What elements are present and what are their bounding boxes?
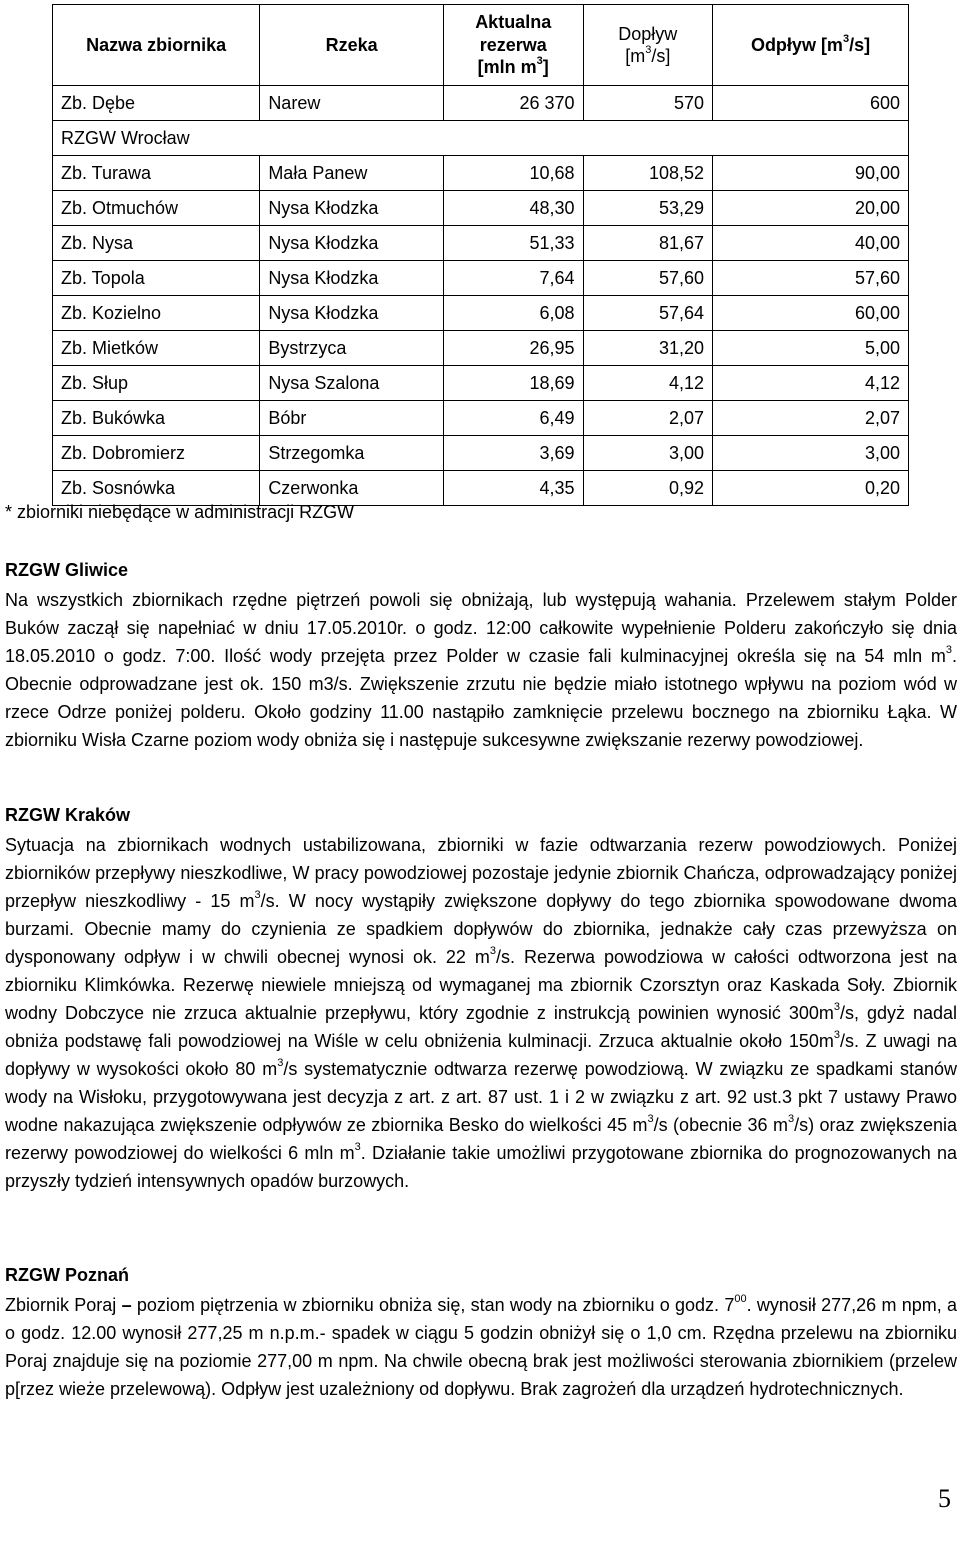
section-krakow — [5, 801, 957, 1195]
section-body: Sytuacja na zbiornikach wodnych ustabilizowana, zbiorniki w fazie odtwarzania rezerw powodziowych. Poniżej zbiorników przepływy nieszkodliwe, W pracy powodziowej pozostaje jedynie zbiornik Chańcza, odprowadzający poniżej przepływ nieszkodliwy - 15 $m^3/s$. W nocy wystąpiły zwiększone dopływy do tego zbiornika spowodowane dwoma burzami. Obecnie mamy do czynienia ze spadkiem dopływów do zbiornika, jednakże cały czas przewyższa on dysponowany odpływ i w chwili obecnej wynosi ok. 22 $m^3/s$. Rezerwa powodziowa w całości odtworzona jest na zbiorniku Klimkówka. Rezerwę niewiele mniejszą od wymaganej ma zbiornik Czorsztyn oraz Kaskada Soły. Zbiornik wodny Dobczyce nie zrzuca aktualnie przepływu, który zgodnie z instrukcją powinien wynosić $300m^3/s$, gdyż nadal obniża podstawę fali powodziowej na Wiśle w celu obniżenia kulminacji. Zrzuca aktualnie około $150m^3/s$. Z uwagi na dopływy w wysokości około 80 $m^3/s$ systematycznie odtwarza rezerwę powodziową. W związku ze spadkami stanów wody na Wisłoku, przygotowywana jest decyzja z art. z art. 87 ust. 1 i 2 w związku z art. 92 ust.3 pkt 7 ustawy Prawo wodne nakazująca zwiększenie odpływów ze zbiornika Besko do wielkości 45 $m^3/s$ (obecnie 36 $m^3/s$) oraz zwiększenia rezerwy powodziowej do wielkości 6 mln $m^3$. Działanie takie umożliwi przygotowane zbiornika do prognozowanych na przyszły tydzień intensywnych opadów burzowych. — [5, 835, 958, 1191]
table-footnote: * zbiorniki niebędące w administracji RZGW — [5, 502, 355, 522]
cell-name: Zb. Turawa — [53, 156, 260, 191]
cell-name: Zb. Nysa — [53, 226, 260, 261]
table-row — [53, 401, 909, 436]
cell-name: Zb. Bukówka — [53, 401, 260, 436]
cell-reserve: 18,69 — [443, 366, 583, 401]
cell-name: Zb. Słup — [53, 366, 260, 401]
cell-inflow: 81,67 — [583, 226, 713, 261]
header-river: Rzeka — [260, 5, 444, 86]
section-heading: RZGW Poznań — [5, 1265, 129, 1285]
table-row — [53, 261, 909, 296]
cell-inflow: 31,20 — [583, 331, 713, 366]
header-name: Nazwa zbiornika — [53, 5, 260, 86]
cell-outflow: 90,00 — [713, 156, 909, 191]
cell-outflow: 60,00 — [713, 296, 909, 331]
cell-inflow: 0,92 — [583, 471, 713, 506]
cell-name: Zb. Kozielno — [53, 296, 260, 331]
cell-river: Bystrzyca — [260, 331, 444, 366]
cell-reserve: 6,08 — [443, 296, 583, 331]
cell-outflow: 5,00 — [713, 331, 909, 366]
section-body: Zbiornik Poraj – poziom piętrzenia w zbiorniku obniża się, stan wody na zbiorniku o godz. $7^{00}$. wynosił 277,26 m npm, a o godz. 12.00 wynosił 277,25 m n.p.m.- spadek w ciągu 5 godzin obniżył się o 1,0 cm. Rzędna przelewu na zbiorniku Poraj znajduje się na poziomie 277,00 m npm. Na chwile obecną brak jest możliwości sterowania zbiornikiem (przelew p[rzez wieże przelewową). Odpływ jest uzależniony od dopływu. Brak zagrożeń dla urządzeń hydrotechnicznych. — [5, 1293, 958, 1399]
cell-reserve: 26 370 — [443, 86, 583, 121]
cell-river: Czerwonka — [260, 471, 444, 506]
cell-inflow: 3,00 — [583, 436, 713, 471]
table-row — [53, 191, 909, 226]
cell-inflow: 53,29 — [583, 191, 713, 226]
cell-river: Bóbr — [260, 401, 444, 436]
cell-outflow: 57,60 — [713, 261, 909, 296]
cell-inflow: 4,12 — [583, 366, 713, 401]
cell-outflow: 2,07 — [713, 401, 909, 436]
cell-name: Zb. Dobromierz — [53, 436, 260, 471]
header-inflow: Dopływ $[m^3/s]$ — [583, 5, 713, 86]
region-label: RZGW Wrocław — [53, 121, 909, 156]
cell-outflow: 3,00 — [713, 436, 909, 471]
reservoir-table — [52, 4, 909, 506]
table-row — [53, 296, 909, 331]
table-row — [53, 471, 909, 506]
table-row — [53, 86, 909, 121]
cell-inflow: 108,52 — [583, 156, 713, 191]
cell-name: Zb. Sosnówka — [53, 471, 260, 506]
cell-river: Narew — [260, 86, 444, 121]
cell-river: Nysa Szalona — [260, 366, 444, 401]
table-region-row — [53, 121, 909, 156]
cell-name: Zb. Otmuchów — [53, 191, 260, 226]
section-body: Na wszystkich zbiornikach rzędne piętrzeń powoli się obniżają, lub występują wahania. Przelewem stałym Polder Buków zaczął się napełniać w dniu 17.05.2010r. o godz. 12:00 całkowite wypełnienie Polderu zakończyło się dnia 18.05.2010 o godz. 7:00. Ilość wody przejęta przez Polder w czasie fali kulminacyjnej określa się na 54 mln $m^3$. Obecnie odprowadzane jest ok. 150 m3/s. Zwiększenie zrzutu nie będzie miało istotnego wpływu na poziom wód w rzece Odrze poniżej polderu. Około godziny 11.00 nastąpiło zamknięcie przelewu bocznego na zbiorniku Łąka. W zbiorniku Wisła Czarne poziom wody obniża się i następuje sukcesywne zwiększanie rezerwy powodziowej. — [5, 590, 957, 750]
cell-name: Zb. Mietków — [53, 331, 260, 366]
cell-reserve: 26,95 — [443, 331, 583, 366]
cell-outflow: 20,00 — [713, 191, 909, 226]
header-reserve: Aktualna rezerwa [mln $m^3$] — [443, 5, 583, 86]
table-row — [53, 436, 909, 471]
table-row — [53, 156, 909, 191]
cell-river: Nysa Kłodzka — [260, 191, 444, 226]
cell-river: Nysa Kłodzka — [260, 296, 444, 331]
header-outflow: Odpływ $[m^3/s]$ — [713, 5, 909, 86]
page-number: 5 — [938, 1484, 951, 1513]
cell-reserve: 3,69 — [443, 436, 583, 471]
cell-name: Zb. Dębe — [53, 86, 260, 121]
table-row — [53, 226, 909, 261]
cell-reserve: 48,30 — [443, 191, 583, 226]
section-heading: RZGW Kraków — [5, 805, 131, 825]
cell-river: Nysa Kłodzka — [260, 261, 444, 296]
cell-outflow: 4,12 — [713, 366, 909, 401]
section-gliwice — [5, 556, 957, 754]
cell-river: Strzegomka — [260, 436, 444, 471]
section-poznan — [5, 1261, 957, 1403]
cell-reserve: 4,35 — [443, 471, 583, 506]
cell-river: Mała Panew — [260, 156, 444, 191]
cell-reserve: 6,49 — [443, 401, 583, 436]
table-row — [53, 331, 909, 366]
cell-inflow: 57,60 — [583, 261, 713, 296]
cell-reserve: 51,33 — [443, 226, 583, 261]
cell-outflow: 600 — [713, 86, 909, 121]
table-row — [53, 366, 909, 401]
cell-reserve: 7,64 — [443, 261, 583, 296]
cell-inflow: 2,07 — [583, 401, 713, 436]
cell-reserve: 10,68 — [443, 156, 583, 191]
cell-inflow: 570 — [583, 86, 713, 121]
cell-river: Nysa Kłodzka — [260, 226, 444, 261]
cell-inflow: 57,64 — [583, 296, 713, 331]
cell-outflow: 40,00 — [713, 226, 909, 261]
section-heading: RZGW Gliwice — [5, 560, 129, 580]
table-header-row — [53, 5, 909, 86]
cell-outflow: 0,20 — [713, 471, 909, 506]
cell-name: Zb. Topola — [53, 261, 260, 296]
